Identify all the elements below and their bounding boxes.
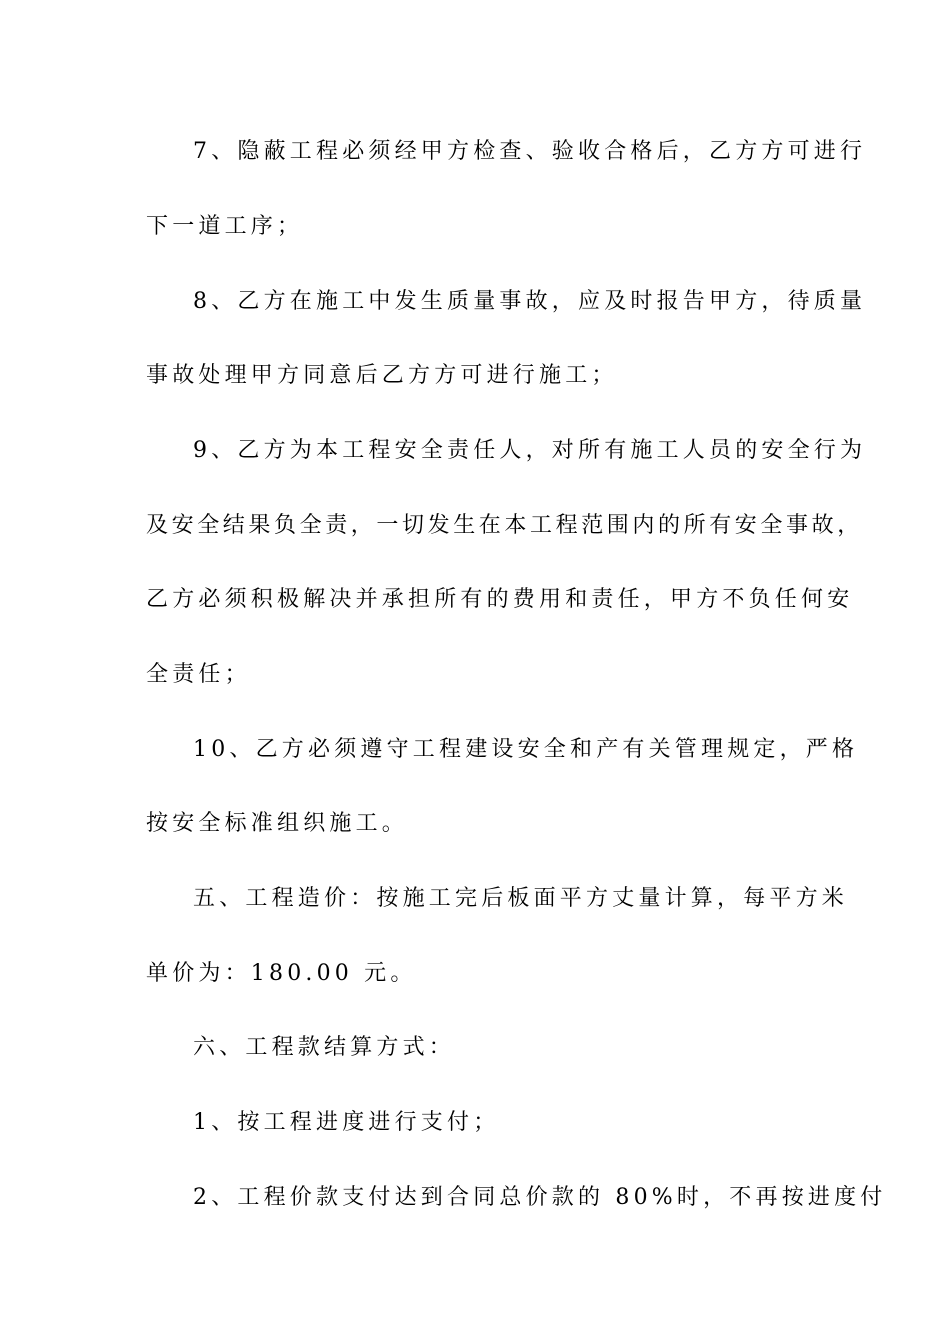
paragraph-9-line-1: 9、乙方为本工程安全责任人，对所有施工人员的安全行为 — [193, 438, 867, 463]
section-5-line-1: 五、工程造价：按施工完后板面平方丈量计算，每平方米 — [193, 886, 849, 911]
paragraph-7-line-1: 7、隐蔽工程必须经甲方检查、验收合格后，乙方方可进行 — [193, 139, 867, 164]
section-6-heading: 六、工程款结算方式： — [193, 1035, 456, 1060]
paragraph-9-line-2: 及安全结果负全责，一切发生在本工程范围内的所有安全事故， — [146, 513, 863, 538]
paragraph-9-line-3: 乙方必须积极解决并承担所有的费用和责任，甲方不负任何安 — [146, 587, 854, 612]
section-6-item-2-line-1: 2、工程价款支付达到合同总价款的 80%时，不再按进度付 — [193, 1185, 887, 1210]
section-5-line-2: 单价为：180.00 元。 — [146, 961, 417, 986]
paragraph-8-line-2: 事故处理甲方同意后乙方方可进行施工； — [146, 363, 618, 388]
section-6-item-1: 1、按工程进度进行支付； — [193, 1110, 500, 1135]
paragraph-10-line-1: 10、乙方必须遵守工程建设安全和产有关管理规定，严格 — [193, 737, 859, 762]
paragraph-9-line-4: 全责任； — [146, 662, 251, 687]
paragraph-10-line-2: 按安全标准组织施工。 — [146, 811, 409, 836]
paragraph-8-line-1: 8、乙方在施工中发生质量事故，应及时报告甲方，待质量 — [193, 289, 867, 314]
paragraph-7-line-2: 下一道工序； — [146, 214, 304, 239]
